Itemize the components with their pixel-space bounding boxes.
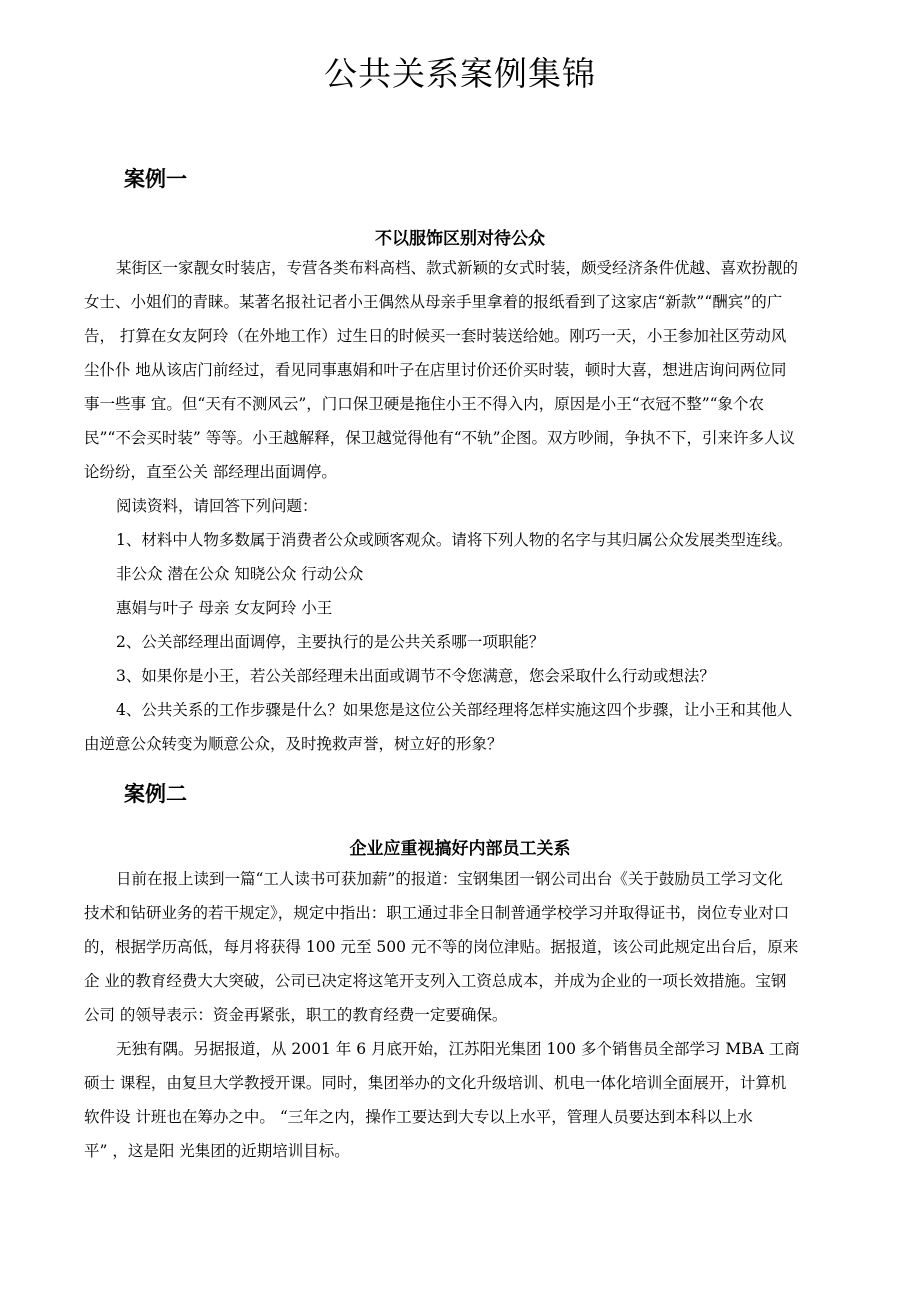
question-4-continued: 由逆意公众转变为顺意公众，及时挽救声誉，树立好的形象？ (84, 735, 503, 753)
case-two-para2-line: 硕士 课程，由复旦大学教授开课。同时，集团举办的文化升级培训、机电一体化培训全面展开，计算机 (84, 1074, 787, 1092)
case-two-subtitle: 企业应重视搞好内部员工关系 (349, 839, 571, 859)
case-two-para2-line: 平” ，这是阳 光集团的近期培训目标。 (84, 1142, 350, 1160)
case-one-line: 事一些事 宜。但“天有不测风云”，门口保卫硬是拖住小王不得入内，原因是小王“衣冠不整”“象个农 (84, 395, 765, 413)
case-one-line: 女士、小姐们的青睐。某著名报社记者小王偶然从母亲手里拿着的报纸看到了这家店“新款”“酬宾”的广 (84, 293, 783, 311)
case-one-subtitle: 不以服饰区别对待公众 (375, 229, 545, 249)
case-one-line: 民”“不会买时装” 等等。小王越解释，保卫越觉得他有“不轨”企图。双方吵闹，争执不下，引来许多人议 (84, 429, 796, 447)
case-two-para2-line: 软件设 计班也在筹办之中。 “三年之内，操作工要达到大专以上水平，管理人员要达到本科以上水 (84, 1108, 753, 1126)
people-list: 惠娟与叶子 母亲 女友阿玲 小王 (116, 599, 333, 617)
public-types-list: 非公众 潜在公众 知晓公众 行动公众 (116, 565, 364, 583)
case-two-para1-line: 公司 的领导表示：资金再紧张，职工的教育经费一定要确保。 (84, 1006, 508, 1024)
question-4: 4、公共关系的工作步骤是什么？如果您是这位公关部经理将怎样实施这四个步骤，让小王和其他人 (116, 701, 793, 719)
case-two-para1-line: 日前在报上读到一篇“工人读书可获加薪”的报道：宝钢集团一钢公司出台《关于鼓励员工学习文化 (116, 870, 783, 888)
case-one-heading: 案例一 (124, 167, 187, 191)
case-two-para1-line: 企 业的教育经费大大突破，公司已决定将这笔开支列入工资总成本，并成为企业的一项长效措施。宝钢 (84, 972, 787, 990)
case-two-para1-line: 的，根据学历高低，每月将获得 100 元至 500 元不等的岗位津贴。据报道，该公司此规定出台后，原来 (84, 938, 799, 956)
case-one-body (84, 251, 844, 761)
case-one-line: 某街区一家靓女时装店，专营各类布料高档、款式新颖的女式时装，颇受经济条件优越、喜欢扮靓的 (116, 259, 799, 277)
question-2: 2、公关部经理出面调停，主要执行的是公共关系哪一项职能？ (116, 633, 545, 651)
case-two-heading: 案例二 (124, 782, 187, 806)
question-1: 1、材料中人物多数属于消费者公众或顾客观众。请将下列人物的名字与其归属公众发展类型连线。 (116, 531, 793, 549)
case-two-para1-line: 技术和钻研业务的若干规定》，规定中指出：职工通过非全日制普通学校学习并取得证书，岗位专业对口 (84, 904, 790, 922)
case-two-body (84, 862, 844, 1168)
case-two-para2-line: 无独有隅。另据报道，从 2001 年 6 月底开始，江苏阳光集团 100 多个销售员全部学习 MBA 工商 (116, 1040, 800, 1058)
page-title: 公共关系案例集锦 (324, 54, 596, 93)
reading-prompt: 阅读资料，请回答下列问题： (116, 497, 318, 515)
case-one-line: 论纷纷，直至公关 部经理出面调停。 (84, 463, 337, 481)
case-one-line: 尘仆仆 地从该店门前经过，看见同事惠娟和叶子在店里讨价还价买时装，顿时大喜，想进店询问两位同 (84, 361, 787, 379)
question-3: 3、如果你是小王，若公关部经理未出面或调节不令您满意，您会采取什么行动或想法？ (116, 667, 715, 685)
case-one-line: 告， 打算在女友阿玲（在外地工作）过生日的时候买一套时装送给她。刚巧一天，小王参加社区劳动风 (84, 327, 787, 345)
